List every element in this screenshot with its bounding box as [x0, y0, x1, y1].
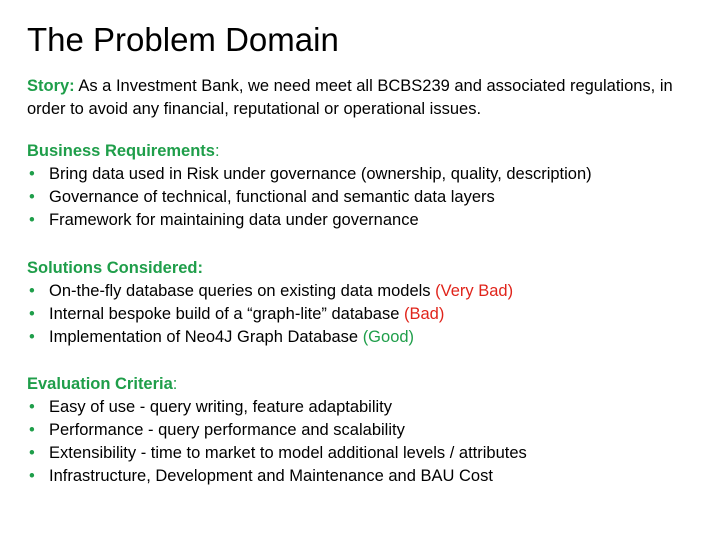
- business-requirements-section: [27, 140, 707, 232]
- list-item: [27, 326, 707, 349]
- evaluation-section: [27, 373, 707, 488]
- bullet-icon: •: [29, 444, 35, 462]
- evaluation-list: [27, 396, 707, 488]
- bullet-icon: •: [29, 305, 35, 323]
- story-text: As a Investment Bank, we need meet all BCBS239 and associated regulations, in order to avoid any financial, reputational or operational issues.: [27, 77, 673, 118]
- bullet-icon: •: [29, 282, 35, 300]
- slide-title: The Problem Domain: [27, 21, 339, 58]
- bullet-icon: •: [29, 188, 35, 206]
- story-label: Story:: [27, 77, 75, 95]
- bullet-icon: •: [29, 467, 35, 485]
- rating-bad: (Bad): [403, 305, 445, 323]
- list-item: [27, 163, 707, 186]
- list-item-text: Bring data used in Risk under governance (ownership, quality, description): [49, 165, 592, 183]
- rating-very-bad: (Very Bad): [435, 282, 514, 300]
- solutions-heading: Solutions Considered:: [27, 259, 204, 277]
- bullet-icon: •: [29, 398, 35, 416]
- solutions-section: [27, 257, 707, 349]
- list-item-text: Internal bespoke build of a “graph-lite” database: [49, 305, 404, 323]
- list-item: [27, 442, 707, 465]
- list-item-text: Framework for maintaining data under governance: [49, 211, 419, 229]
- business-requirements-title: Business Requirements: [27, 142, 215, 160]
- list-item-text: Governance of technical, functional and semantic data layers: [49, 188, 495, 206]
- business-requirements-list: [27, 163, 707, 232]
- list-item-text: Infrastructure, Development and Maintenance and BAU Cost: [49, 467, 493, 485]
- list-item: [27, 303, 707, 326]
- list-item-text: Implementation of Neo4J Graph Database: [49, 328, 363, 346]
- evaluation-title: Evaluation Criteria: [27, 375, 173, 393]
- list-item-text: Easy of use - query writing, feature adaptability: [49, 398, 393, 416]
- rating-good: (Good): [362, 328, 415, 346]
- evaluation-heading: [27, 373, 707, 396]
- list-item-text: Extensibility - time to market to model additional levels / attributes: [49, 444, 527, 462]
- list-item: [27, 186, 707, 209]
- list-item: [27, 465, 707, 488]
- bullet-icon: •: [29, 328, 35, 346]
- bullet-icon: •: [29, 165, 35, 183]
- list-item: [27, 280, 707, 303]
- list-item-text: On-the-fly database queries on existing data models: [49, 282, 436, 300]
- business-requirements-colon: :: [214, 142, 220, 160]
- solutions-list: [27, 280, 707, 349]
- list-item: [27, 419, 707, 442]
- business-requirements-heading: [27, 140, 707, 163]
- evaluation-colon: :: [172, 375, 178, 393]
- list-item: [27, 396, 707, 419]
- list-item-text: Performance - query performance and scalability: [49, 421, 405, 439]
- story-paragraph: [27, 75, 687, 121]
- list-item: [27, 209, 707, 232]
- bullet-icon: •: [29, 421, 35, 439]
- bullet-icon: •: [29, 211, 35, 229]
